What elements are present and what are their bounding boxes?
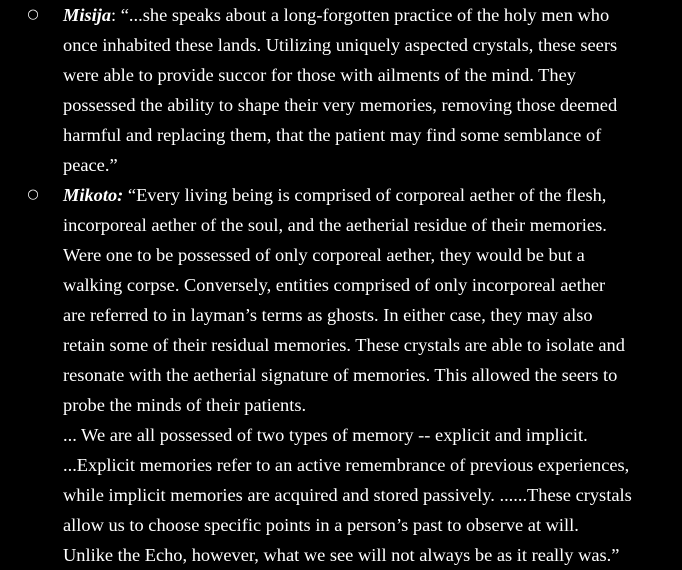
text-line: incorporeal aether of the soul, and the aetherial residue of their memories. — [63, 215, 607, 235]
text-line: possessed the ability to shape their very memories, removing those deemed — [63, 95, 618, 115]
text-line: once inhabited these lands. Utilizing uniquely aspected crystals, these seers — [63, 35, 618, 55]
text-line: retain some of their residual memories. These crystals are able to isolate and — [63, 335, 625, 355]
speaker-name: Misija — [63, 5, 112, 25]
text-line: while implicit memories are acquired and stored passively. ......These crystals — [63, 485, 632, 505]
text-line: Unlike the Echo, however, what we see will not always be as it really was.” — [63, 545, 620, 565]
text-line: were able to provide succor for those with ailments of the mind. They — [63, 65, 576, 85]
text-line: ...Explicit memories refer to an active remembrance of previous experiences, — [63, 455, 630, 475]
text-line: probe the minds of their patients. — [63, 395, 307, 415]
text-line: harmful and replacing them, that the patient may find some semblance of — [63, 125, 602, 145]
speaker-separator: “ — [123, 185, 137, 205]
text-line-content: Every living being is comprised of corporeal aether of the flesh, — [136, 185, 607, 205]
hollow-circle-bullet-icon: ○ — [27, 187, 39, 202]
hollow-circle-bullet-icon: ○ — [27, 7, 39, 22]
speaker-separator: : “ — [111, 5, 129, 25]
list-item — [0, 180, 648, 570]
text-line — [63, 0, 648, 30]
list-item — [0, 0, 648, 180]
text-line: are referred to in layman’s terms as ghosts. In either case, they may also — [63, 305, 593, 325]
text-line: Were one to be possessed of only corporeal aether, they would be but a — [63, 245, 585, 265]
speaker-name: Mikoto: — [63, 185, 124, 205]
text-line: walking corpse. Conversely, entities comprised of only incorporeal aether — [63, 275, 606, 295]
text-line — [63, 180, 648, 210]
text-line: peace.” — [63, 155, 118, 175]
text-line-content: ...she speaks about a long-forgotten practice of the holy men who — [128, 5, 610, 25]
text-line: ... We are all possessed of two types of memory -- explicit and implicit. — [63, 425, 588, 445]
text-line: resonate with the aetherial signature of memories. This allowed the seers to — [63, 365, 618, 385]
text-line: allow us to choose specific points in a person’s past to observe at will. — [63, 515, 579, 535]
